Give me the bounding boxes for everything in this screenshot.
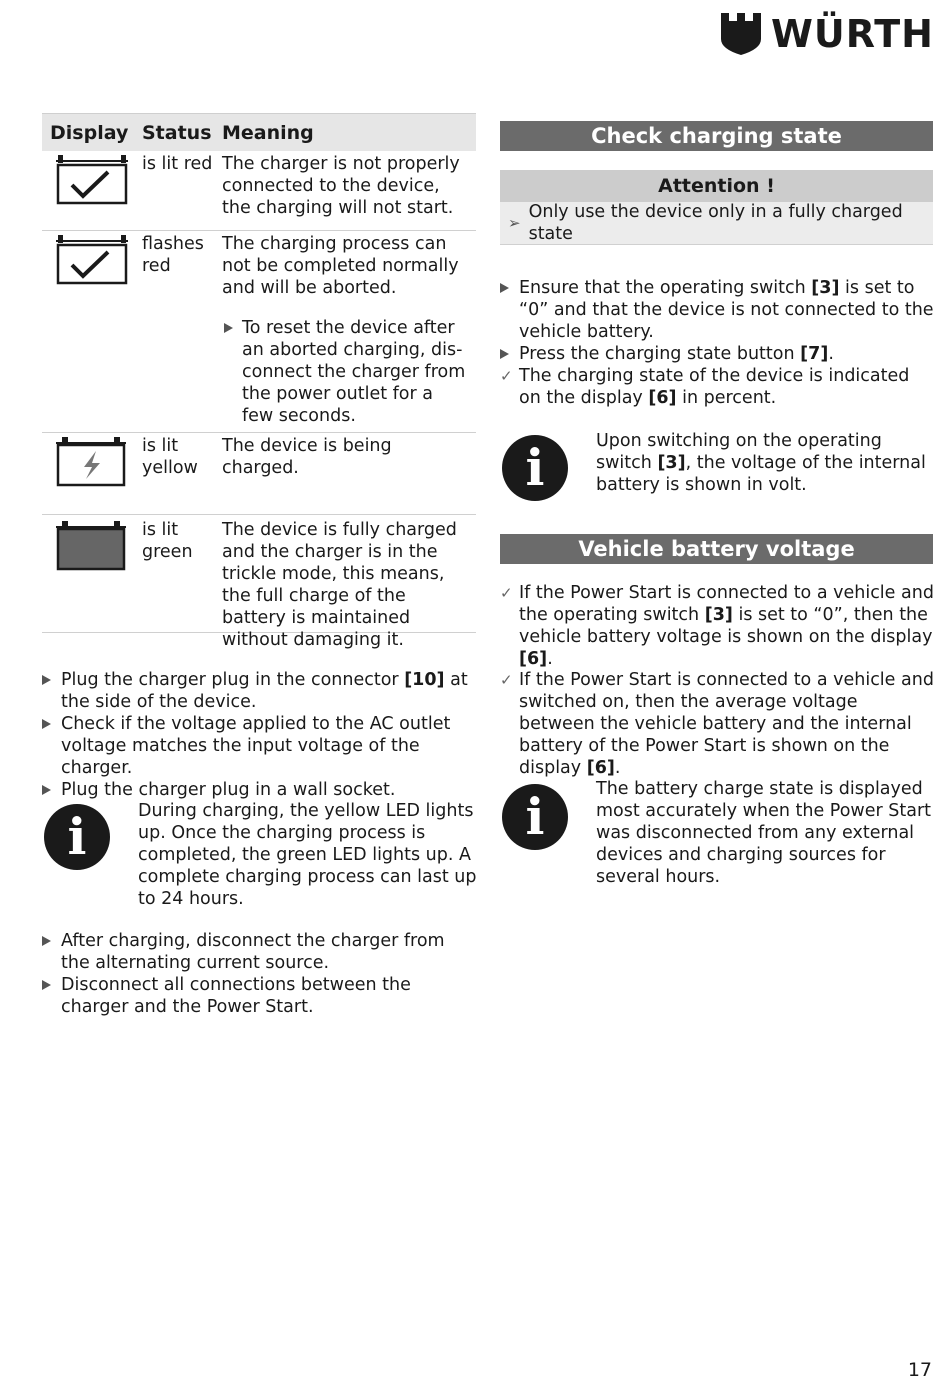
charger-check-icon xyxy=(56,155,128,207)
step-text: Ensure that the operating switch [3] is set to “0” and that the device is not connected to the vehicle battery. xyxy=(519,278,934,342)
meaning-text: The charger is not properly connected to the device, the charging will not start. xyxy=(222,154,460,218)
arrow-bullet-icon xyxy=(42,936,51,946)
battery-full-icon xyxy=(56,521,126,571)
checkmark-icon: ✓ xyxy=(500,671,513,689)
info-text: Upon switching on the operating switch [3], the voltage of the internal battery is shown in volt. xyxy=(596,431,926,495)
arrow-bullet-icon xyxy=(42,675,51,685)
meaning-text: The device is being charged. xyxy=(222,436,392,478)
step-text: Plug the charger plug in a wall socket. xyxy=(61,780,396,800)
arrow-bullet-icon xyxy=(42,980,51,990)
list-item xyxy=(500,669,936,779)
status-text: is lit red xyxy=(142,154,213,174)
table-row xyxy=(42,231,476,433)
charging-info-note xyxy=(44,800,478,910)
table-header xyxy=(42,113,476,151)
checkmark-icon: ✓ xyxy=(500,367,513,385)
charger-check-icon xyxy=(56,235,128,287)
header-display: Display xyxy=(50,121,129,144)
result-text: If the Power Start is connected to a vehicle and switched on, then the average voltage between the vehicle battery and the internal battery of the Power Start is shown on the display [6]. xyxy=(519,670,934,778)
chevron-right-icon: ➢ xyxy=(508,214,521,232)
arrow-bullet-icon xyxy=(500,349,509,359)
list-item xyxy=(500,365,936,409)
info-icon: i xyxy=(502,784,568,850)
status-table xyxy=(42,113,476,650)
arrow-bullet-icon xyxy=(42,719,51,729)
step-text: After charging, disconnect the charger from the alternating current source. xyxy=(61,931,445,973)
info-text: During charging, the yellow LED lights up. Once the charging process is completed, the green LED lights up. A complete charging process can last up to 24 hours. xyxy=(138,801,477,909)
info-icon: i xyxy=(44,804,110,870)
list-item xyxy=(500,343,936,365)
table-row xyxy=(42,515,476,650)
brand-logo xyxy=(721,12,934,56)
status-text: is lit yellow xyxy=(142,436,198,478)
step-text: Check if the voltage applied to the AC outlet voltage matches the input voltage of the charger. xyxy=(61,714,451,778)
check-state-steps xyxy=(500,277,936,409)
table-row xyxy=(42,151,476,231)
checkmark-icon: ✓ xyxy=(500,584,513,602)
arrow-bullet-icon xyxy=(500,283,509,293)
list-item xyxy=(42,713,478,779)
result-text: The charging state of the device is indicated on the display [6] in percent. xyxy=(519,366,910,408)
meaning-text: The device is fully charged and the charger is in the trickle mode, this means, the full charge of the battery is maintained without damaging it. xyxy=(222,520,457,650)
header-meaning: Meaning xyxy=(222,121,314,144)
battery-charging-icon xyxy=(56,437,126,487)
info-icon: i xyxy=(502,435,568,501)
step-text: Press the charging state button [7]. xyxy=(519,344,834,364)
list-item xyxy=(42,974,478,1018)
page-number: 17 xyxy=(907,1359,932,1381)
list-item xyxy=(42,930,478,974)
vehicle-result-1 xyxy=(500,582,936,670)
result-text: If the Power Start is connected to a vehicle and the operating switch [3] is set to “0”, then the vehicle battery voltage is shown on the display [6]. xyxy=(519,583,934,669)
list-item xyxy=(500,277,936,343)
reset-note-text: To reset the device after an aborted charging, disconnect the charger from the power outlet for a few seconds. xyxy=(242,318,466,426)
reset-note xyxy=(222,317,468,427)
status-text: is lit green xyxy=(142,520,193,562)
attention-title: Attention ! xyxy=(500,170,933,202)
list-item xyxy=(42,669,478,713)
status-text: flashes red xyxy=(142,234,204,276)
list-item xyxy=(42,779,478,801)
wuerth-logo-icon xyxy=(721,13,761,55)
charging-steps-list xyxy=(42,669,478,801)
step-text: Disconnect all connections between the charger and the Power Start. xyxy=(61,975,411,1017)
info-text: The battery charge state is displayed most accurately when the Power Start was disconnected from any external devices and charging sources for several hours. xyxy=(596,779,932,887)
vehicle-voltage-heading: Vehicle battery voltage xyxy=(500,534,933,564)
step-text: Plug the charger plug in the connector [10] at the side of the device. xyxy=(61,670,468,712)
brand-name: WÜRTH xyxy=(770,12,934,56)
check-state-info-note xyxy=(502,430,934,501)
arrow-bullet-icon xyxy=(42,785,51,795)
vehicle-info-note xyxy=(502,778,934,888)
after-charging-list xyxy=(42,930,478,1018)
arrow-bullet-icon xyxy=(224,323,233,333)
meaning-text: The charging process can not be completed normally and will be aborted. xyxy=(222,234,459,298)
table-row xyxy=(42,433,476,515)
list-item xyxy=(500,582,936,670)
header-status: Status xyxy=(142,121,212,144)
attention-text: Only use the device only in a fully charged state xyxy=(528,202,903,244)
check-charging-heading: Check charging state xyxy=(500,121,933,151)
attention-box xyxy=(500,170,933,245)
vehicle-result-2 xyxy=(500,669,936,779)
